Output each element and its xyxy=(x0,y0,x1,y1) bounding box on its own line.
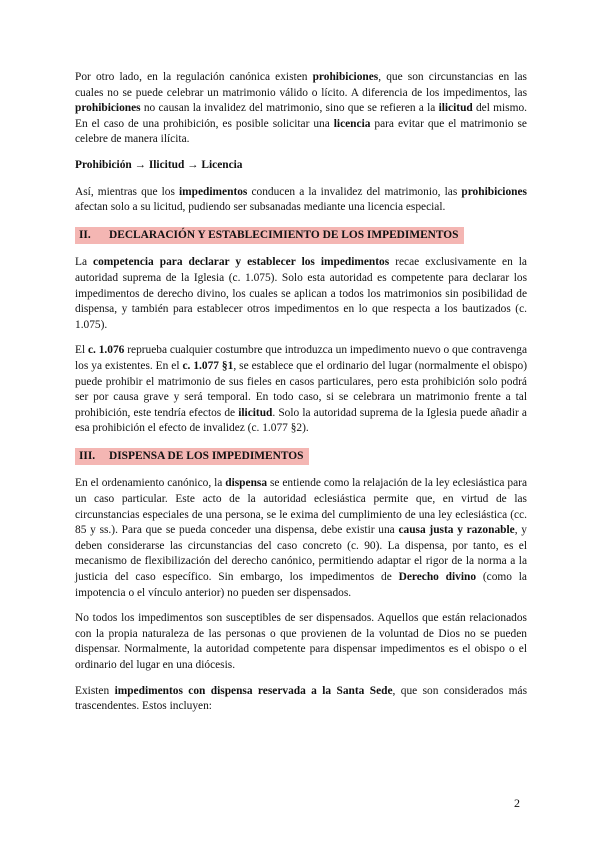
bold-term: Derecho divino xyxy=(398,571,477,584)
text: Por otro lado, en la regulación canónica existen xyxy=(75,71,313,83)
bold-term: ilicitud xyxy=(438,102,473,115)
paragraph-no-dispensables xyxy=(75,611,527,673)
bold-term: impedimentos con dispensa reservada a la Santa Sede xyxy=(114,684,393,697)
text: conducen a la invalidez del matrimonio, las xyxy=(247,185,462,198)
text: , se establece que el ordinario del lugar (normalmente el obispo) puede prohibir el matrimonio de sus fieles en casos particulares, pero esta prohibición solo podrá ser por causa grave y será temporal. En todo caso, si se celebrara un matrimonio frente a tal prohibición, este tendría efectos de xyxy=(75,359,528,419)
page-content xyxy=(75,70,527,725)
text: afectan solo a su licitud, pudiendo ser subsanadas mediante una licencia especial. xyxy=(75,201,446,214)
bold-term: dispensa xyxy=(225,477,268,490)
page-number: 2 xyxy=(514,796,520,810)
text: del mismo. En el caso de una prohibición, es posible solicitar una xyxy=(75,102,527,130)
bold-term: ilicitud xyxy=(238,406,273,419)
section-heading-ii xyxy=(75,227,464,245)
bold-term: competencia para declarar y establecer los impedimentos xyxy=(93,256,390,269)
text: se entiende como la relajación de la ley eclesiástica para un caso particular. Este acto de la autoridad eclesiástica permite que, en virtud de las circunstancias especiales de una persona, se le exima del cumplimiento de una ley eclesiástica (cc. 85 y ss.). Para que se pueda conceder una dispensa, debe existir una xyxy=(75,477,528,537)
bold-term: prohibiciones xyxy=(461,185,527,198)
bold-term: impedimentos xyxy=(179,185,248,198)
text: No todos los impedimentos son susceptibles de ser dispensados. Aquellos que están relacionados con la propia naturaleza de las personas o que provienen de la voluntad de Dios no se pueden dispensar. Normalmente, la autoridad competente para dispensar impedimentos es el obispo o el ordinario del lugar en una diócesis. xyxy=(75,612,527,671)
formula-text: Prohibición → Ilicitud → Licencia xyxy=(75,158,243,171)
text: El xyxy=(75,344,88,357)
text: La xyxy=(75,256,94,269)
paragraph-prohibiciones xyxy=(75,70,527,148)
text: para evitar que el matrimonio se celebre de manera ilícita. xyxy=(75,117,527,146)
text: (como la impotencia o el vínculo anterior) no pueden ser dispensados. xyxy=(75,571,527,599)
paragraph-santa-sede xyxy=(75,684,527,715)
formula-line xyxy=(75,158,527,174)
text: Así, mientras que los xyxy=(75,185,180,198)
text: , y deben considerarse las circunstancias del caso concreto (c. 90). La dispensa, por tanto, es el mecanismo de flexibilización del derecho canónico, permitiendo adaptar el rigor de la norma a la justicia del caso específico. Sin embargo, los impedimentos de xyxy=(75,524,527,584)
bold-term: causa justa y razonable xyxy=(398,524,515,537)
text: reprueba cualquier costumbre que introduzca un impedimento nuevo o que contravenga los ya existentes. En el xyxy=(75,344,528,372)
bold-term: prohibiciones xyxy=(312,71,379,83)
text: . Solo la autoridad suprema de la Iglesia puede añadir a esa prohibición el efecto de invalidez (c. 1.077 §2). xyxy=(75,406,527,435)
bold-term: prohibiciones xyxy=(75,102,141,115)
paragraph-canon-1076 xyxy=(75,343,527,437)
bold-term: c. 1.077 §1 xyxy=(182,359,234,372)
text: En el ordenamiento canónico, la xyxy=(75,477,226,490)
text: recae exclusivamente en la autoridad suprema de la Iglesia (c. 1.075). Solo esta autoridad es competente para declarar los impedimentos de derecho divino, los cuales se aplican a todos los matrimonios sin posibilidad de dispensa, y también para establecer otros impedimentos en lo que respecta a los bautizados (c. 1.075). xyxy=(75,256,527,331)
bold-term: c. 1.076 xyxy=(87,344,125,357)
text: no causan la invalidez del matrimonio, sino que se refieren a la xyxy=(140,102,439,115)
paragraph-competencia xyxy=(75,255,527,333)
bold-term: licencia xyxy=(333,117,371,130)
text: Existen xyxy=(75,684,115,697)
text: , que son circunstancias en las cuales no se puede celebrar un matrimonio válido o lícito. A diferencia de los impedimentos, las xyxy=(75,71,527,99)
section-number: II. xyxy=(79,228,91,241)
section-heading-iii xyxy=(75,448,309,466)
paragraph-comparison xyxy=(75,185,527,216)
section-title: DISPENSA DE LOS IMPEDIMENTOS xyxy=(109,449,304,462)
text: , que son considerados más trascendentes. Estos incluyen: xyxy=(75,684,528,713)
paragraph-dispensa xyxy=(75,476,527,601)
section-title: DECLARACIÓN Y ESTABLECIMIENTO DE LOS IMPEDIMENTOS xyxy=(109,228,459,241)
section-number: III. xyxy=(79,449,96,462)
